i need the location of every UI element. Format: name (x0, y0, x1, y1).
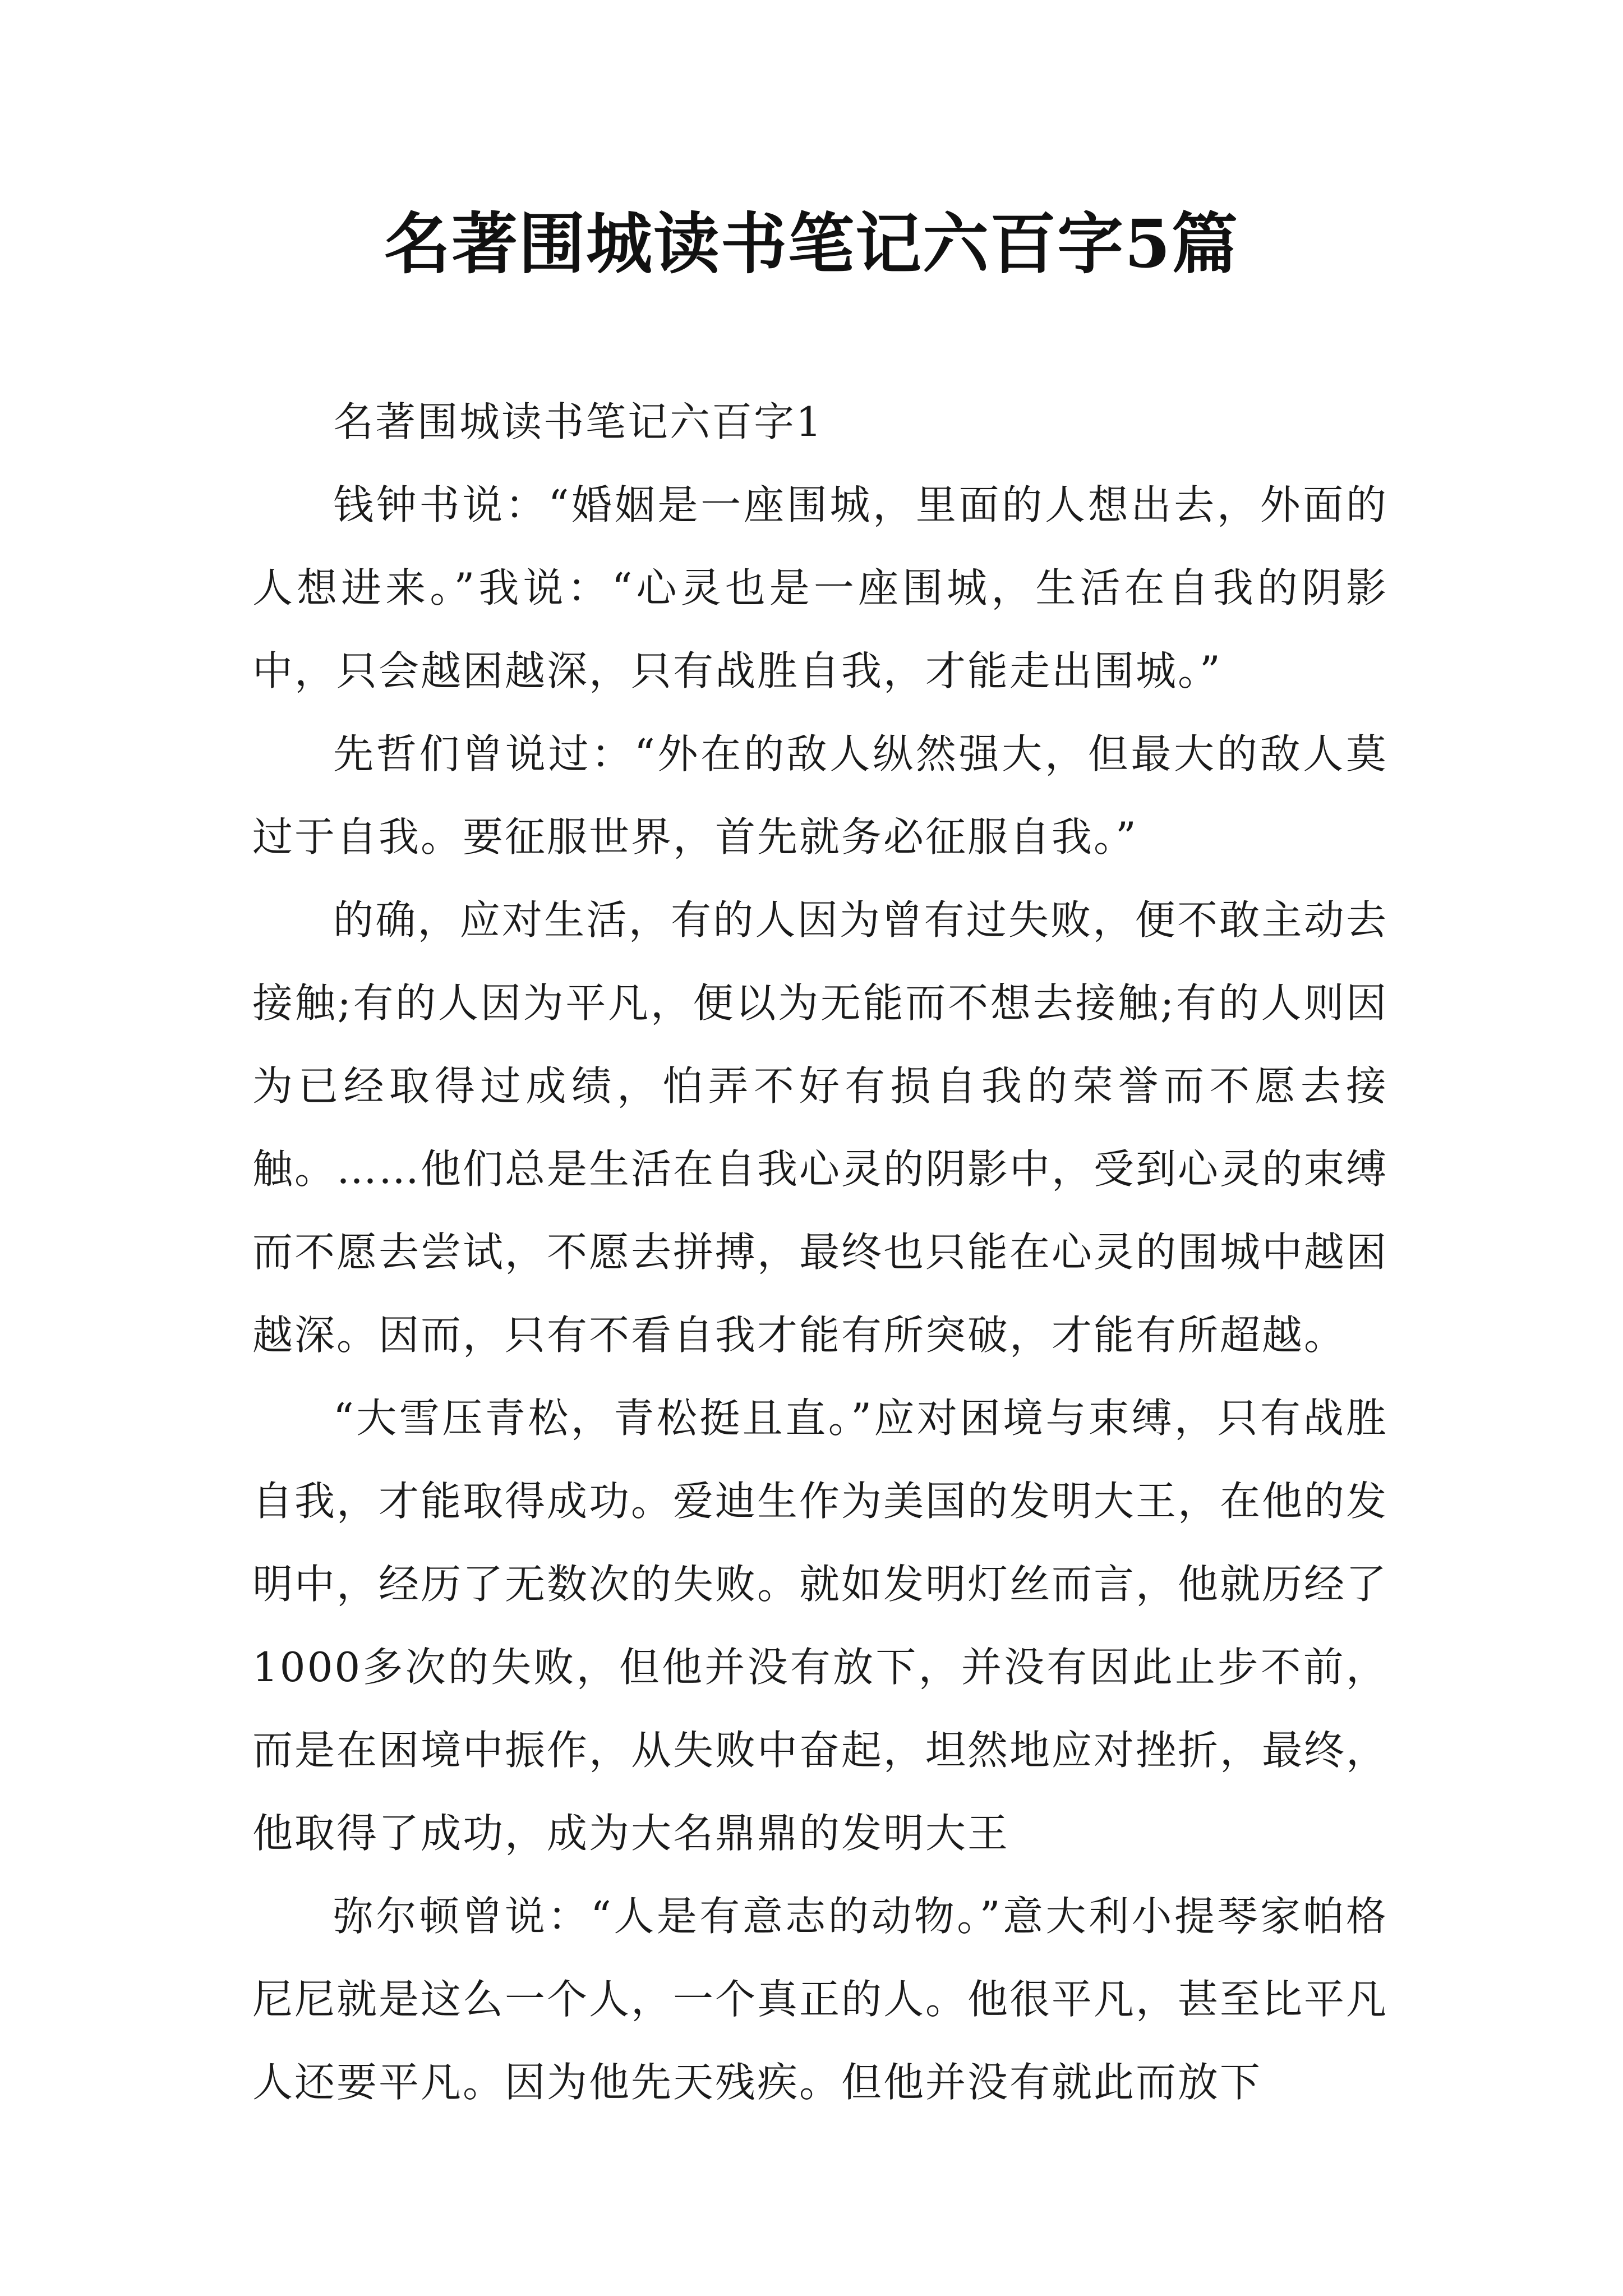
document-title: 名著围城读书笔记六百字5篇 (384, 205, 1239, 283)
section-heading: 名著围城读书笔记六百字1 (333, 398, 823, 445)
paragraph: 的确，应对生活，有的人因为曾有过失败，便不敢主动去接触;有的人因为平凡，便以为无能而不想去接触;有的人则因为已经取得过成绩，怕弄不好有损自我的荣誉而不愿去接触。……他们总是生活在自我心灵的阴影中，受到心灵的束缚而不愿去尝试，不愿去拼搏，最终也只能在心灵的围城中越困越深。因而，只有不看自我才能有所突破，才能有所超越。 (252, 896, 1389, 1359)
paragraph: 先哲们曾说过：“外在的敌人纵然强大，但最大的敌人莫过于自我。要征服世界，首先就务必征服自我。” (252, 730, 1388, 861)
paragraph: 钱钟书说：“婚姻是一座围城，里面的人想出去，外面的人想进来。”我说：“心灵也是一座围城，生活在自我的阴影中，只会越困越深，只有战胜自我，才能走出围城。” (252, 481, 1388, 694)
paragraph: “大雪压青松，青松挺且直。”应对困境与束缚，只有战胜自我，才能取得成功。爱迪生作为美国的发明大王，在他的发明中，经历了无数次的失败。就如发明灯丝而言，他就历经了1000多次的失败，但他并没有放下，并没有因此止步不前，而是在困境中振作，从失败中奋起，坦然地应对挫折，最终，他取得了成功，成为大名鼎鼎的发明大王 (252, 1395, 1389, 1857)
paragraph: 弥尔顿曾说：“人是有意志的动物。”意大利小提琴家帕格尼尼就是这么一个人，一个真正的人。他很平凡，甚至比平凡人还要平凡。因为他先天残疾。但他并没有就此而放下 (252, 1893, 1389, 2106)
document-body (252, 380, 1388, 2124)
